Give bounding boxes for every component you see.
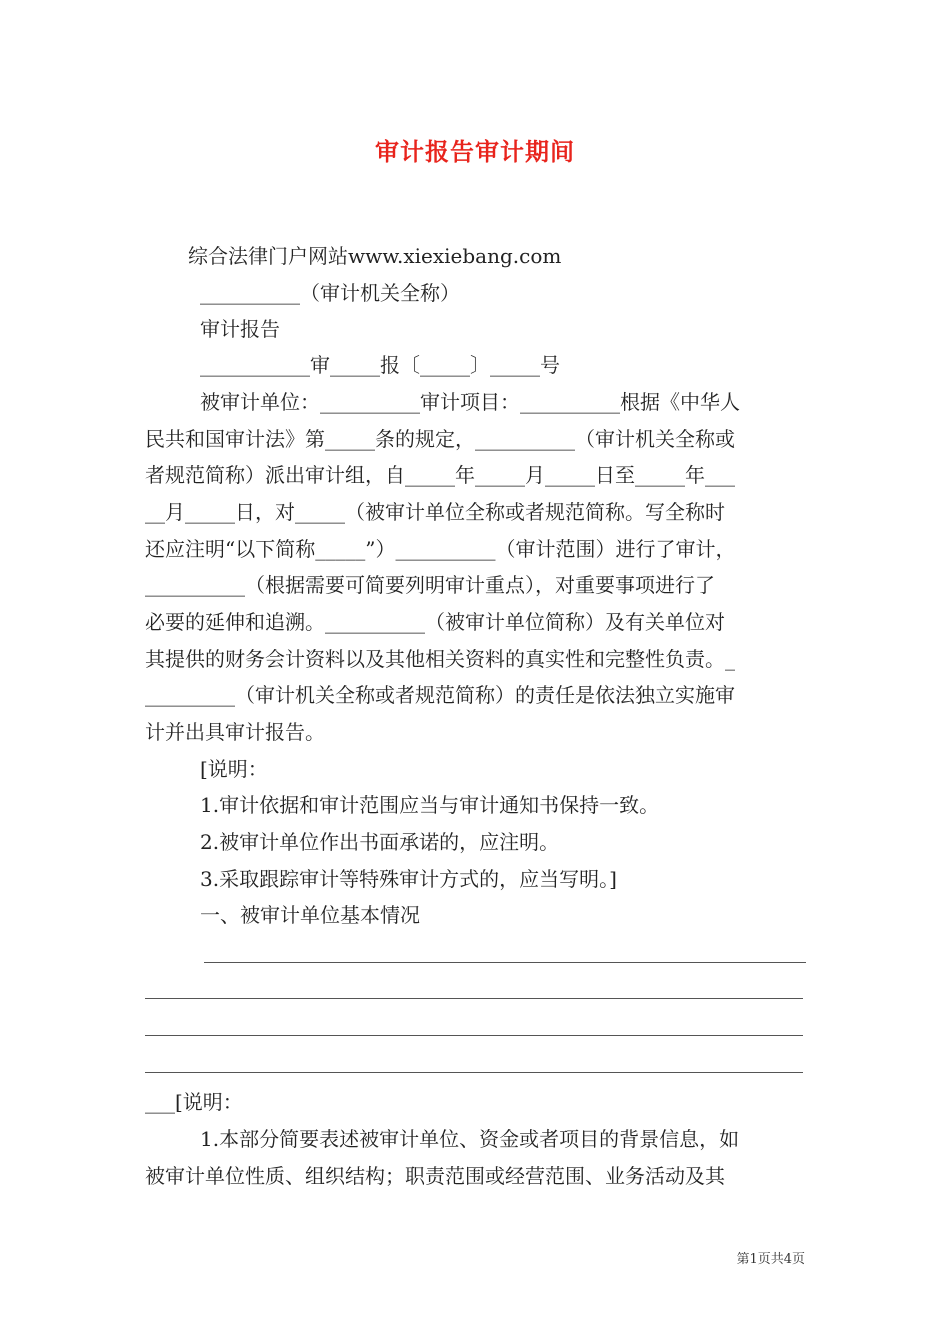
body-line: __月_____日，对_____（被审计单位全称或者规范简称。写全称时 — [145, 500, 725, 524]
note-heading: ___[说明： — [145, 1090, 243, 1114]
blank-fill-line — [145, 1035, 803, 1036]
note-item: 1.审计依据和审计范围应当与审计通知书保持一致。 — [200, 793, 660, 817]
section-heading: 一、被审计单位基本情况 — [200, 903, 420, 927]
document-number-line: ___________审_____报〔_____〕_____号 — [200, 353, 560, 377]
report-heading: 审计报告 — [200, 317, 280, 341]
body-line: 民共和国审计法》第_____条的规定，__________（审计机关全称或 — [145, 427, 735, 451]
blank-fill-line — [145, 1072, 803, 1073]
note-item: 3.采取跟踪审计等特殊审计方式的，应当写明。] — [200, 867, 617, 891]
body-line: 其提供的财务会计资料以及其他相关资料的真实性和完整性负责。_ — [145, 647, 735, 671]
agency-name-line: __________（审计机关全称） — [200, 281, 460, 305]
source-line: 综合法律门户网站www.xiexiebang.com — [188, 244, 562, 268]
body-line: _________（审计机关全称或者规范简称）的责任是依法独立实施审 — [145, 683, 735, 707]
blank-fill-line — [204, 962, 806, 963]
note-heading: [说明： — [200, 757, 268, 781]
body-line: 者规范简称）派出审计组，自_____年_____月_____日至_____年___ — [145, 463, 735, 487]
body-line: 还应注明“以下简称_____”）__________（审计范围）进行了审计， — [145, 537, 736, 561]
document-title: 审计报告审计期间 — [375, 137, 575, 166]
page-number: 第1页共4页 — [736, 1252, 805, 1267]
body-line: __________（根据需要可简要列明审计重点），对重要事项进行了 — [145, 573, 715, 597]
body-line: 必要的延伸和追溯。__________（被审计单位简称）及有关单位对 — [145, 610, 725, 634]
note-item: 被审计单位性质、组织结构；职责范围或经营范围、业务活动及其 — [145, 1164, 725, 1188]
note-item: 2.被审计单位作出书面承诺的，应注明。 — [200, 830, 560, 854]
body-line: 被审计单位：__________审计项目：__________根据《中华人 — [200, 390, 740, 414]
note-item: 1.本部分简要表述被审计单位、资金或者项目的背景信息，如 — [200, 1127, 740, 1151]
body-line: 计并出具审计报告。 — [145, 720, 325, 744]
blank-fill-line — [145, 998, 803, 999]
